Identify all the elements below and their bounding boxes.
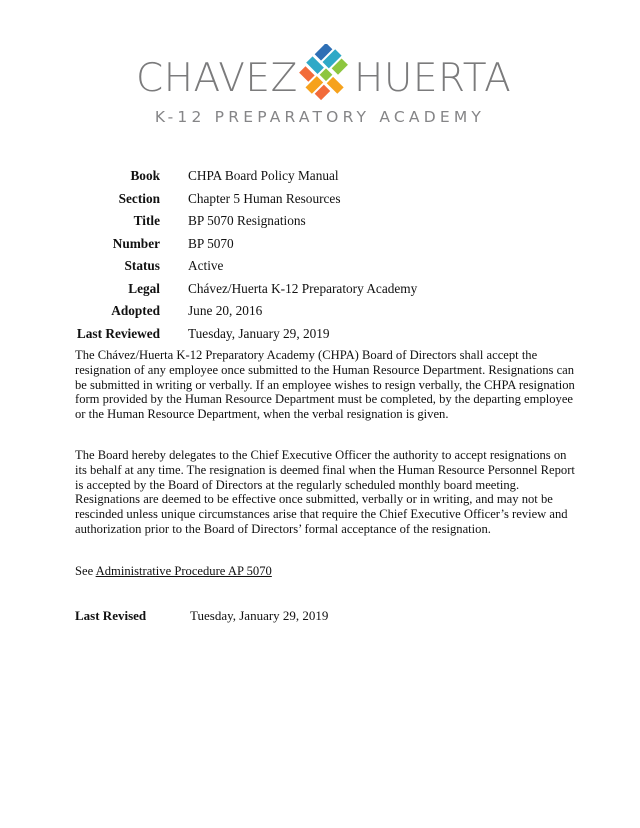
metadata-value: Chávez/Huerta K-12 Preparatory Academy bbox=[188, 280, 418, 296]
metadata-key: Section bbox=[118, 190, 160, 206]
metadata-key: Legal bbox=[128, 280, 160, 296]
see-prefix: See bbox=[75, 564, 96, 578]
school-logo bbox=[0, 40, 640, 140]
metadata-row bbox=[68, 255, 417, 278]
metadata-value: BP 5070 Resignations bbox=[188, 213, 306, 229]
metadata-key: Adopted bbox=[111, 303, 160, 319]
logo-mark-icon bbox=[296, 44, 356, 104]
metadata-value: Chapter 5 Human Resources bbox=[188, 190, 341, 206]
metadata-value: June 20, 2016 bbox=[188, 303, 263, 319]
logo-word-chavez: CHAVEZ bbox=[136, 56, 298, 101]
logo-word-huerta: HUERTA bbox=[354, 56, 512, 101]
metadata-value: BP 5070 bbox=[188, 235, 234, 251]
metadata-row bbox=[68, 188, 417, 211]
metadata-row bbox=[68, 233, 417, 256]
metadata-row bbox=[68, 278, 417, 301]
metadata-value: CHPA Board Policy Manual bbox=[188, 168, 339, 184]
metadata-value: Active bbox=[188, 258, 224, 274]
metadata-key: Title bbox=[133, 213, 160, 229]
last-revised bbox=[75, 608, 328, 624]
last-revised-label: Last Revised bbox=[75, 608, 147, 623]
metadata-key: Last Reviewed bbox=[76, 325, 160, 341]
metadata-row bbox=[68, 323, 417, 346]
administrative-procedure-link[interactable]: Administrative Procedure AP 5070 bbox=[95, 564, 272, 578]
policy-paragraph-2: The Board hereby delegates to the Chief Executive Officer the authority to accept resignations on its behalf at any time. The resignation is deemed final when the Human Resource Personnel Report is accepted by the Board of Directors at the regularly scheduled monthly board meeting. Resignations are deemed to be effective once submitted, verbally or in writing, and may not be rescinded unless unique circumstances arise that require the Chief Executive Officer’s review and authorization prior to the Board of Directors’ formal acceptance of the resignation. bbox=[75, 448, 575, 536]
metadata-row bbox=[68, 165, 417, 188]
see-also bbox=[75, 564, 575, 579]
logo-subtitle: K-12 PREPARATORY ACADEMY bbox=[154, 108, 486, 126]
metadata-row bbox=[68, 210, 417, 233]
metadata-key: Number bbox=[112, 235, 160, 251]
metadata-key: Book bbox=[130, 168, 160, 184]
policy-metadata-table bbox=[68, 165, 417, 345]
metadata-row bbox=[68, 300, 417, 323]
metadata-value: Tuesday, January 29, 2019 bbox=[188, 325, 330, 341]
policy-paragraph-1: The Chávez/Huerta K-12 Preparatory Academy (CHPA) Board of Directors shall accept the resignation of any employee once submitted to the Human Resource Department. Resignations can be submitted in writing or verbally. If an employee wishes to resign verbally, the CHPA resignation form provided by the Human Resource Department must be completed, by the departing employee or the Human Resource Department, when the verbal resignation is given. bbox=[75, 348, 575, 422]
metadata-key: Status bbox=[124, 258, 160, 274]
last-revised-value: Tuesday, January 29, 2019 bbox=[190, 608, 329, 623]
